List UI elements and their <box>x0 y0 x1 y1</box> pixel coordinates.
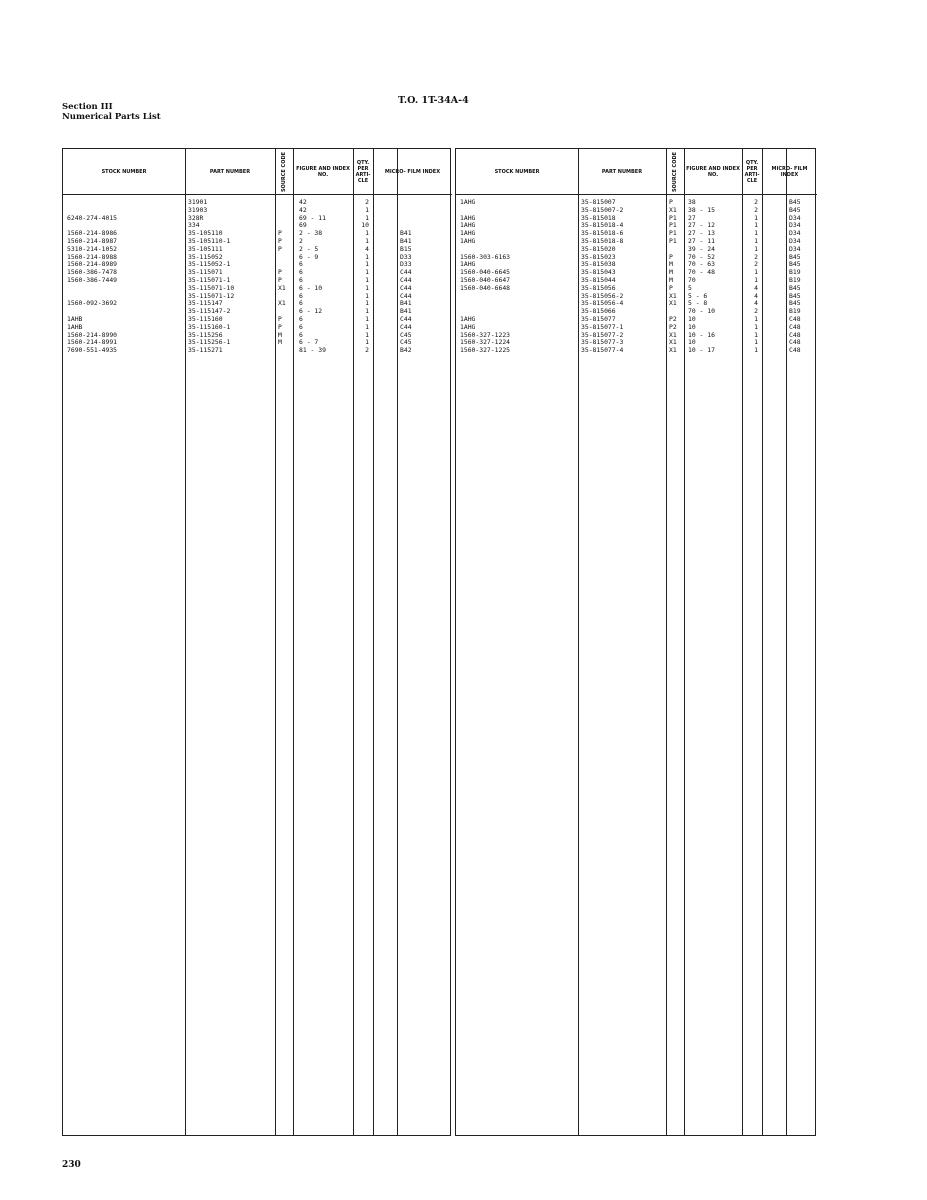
source-cell: X1 <box>669 330 677 339</box>
figure-cell: 38 - 15 <box>688 205 715 214</box>
source-cell: X1 <box>669 291 677 300</box>
qty-cell: 1 <box>754 275 758 284</box>
source-cell: P1 <box>669 221 677 230</box>
microfilm-cell: C45 <box>400 330 412 339</box>
figure-cell: 10 <box>688 322 696 331</box>
figure-cell: 6 <box>299 314 303 323</box>
microfilm-cell: D34 <box>789 244 801 253</box>
figure-cell: 6 <box>299 330 303 339</box>
qty-cell: 4 <box>365 244 369 253</box>
table-row <box>63 230 450 238</box>
part-cell: 35-815007-2 <box>581 205 624 214</box>
qty-cell: 1 <box>754 236 758 245</box>
source-cell: P1 <box>669 229 677 238</box>
figure-cell: 6 - 9 <box>299 252 319 261</box>
microfilm-cell: B41 <box>400 229 412 238</box>
table-row <box>63 347 450 355</box>
microfilm-cell: B45 <box>789 252 801 261</box>
figure-cell: 6 - 7 <box>299 338 319 347</box>
source-cell: X1 <box>669 346 677 355</box>
part-cell: 35-815077-4 <box>581 346 624 355</box>
figure-cell: 6 <box>299 322 303 331</box>
stock-cell: 1AHG <box>460 322 476 331</box>
part-cell: 31903 <box>188 205 208 214</box>
figure-cell: 10 <box>688 338 696 347</box>
part-cell: 35-815038 <box>581 260 616 269</box>
microfilm-cell: B45 <box>789 291 801 300</box>
source-cell: P <box>278 236 282 245</box>
qty-cell: 1 <box>754 268 758 277</box>
microfilm-cell: D33 <box>400 252 412 261</box>
qty-cell: 1 <box>754 322 758 331</box>
qty-cell: 1 <box>754 244 758 253</box>
source-cell: X1 <box>669 338 677 347</box>
figure-cell: 6 <box>299 291 303 300</box>
qty-cell: 2 <box>754 205 758 214</box>
table-row <box>63 277 450 285</box>
qty-cell: 1 <box>754 330 758 339</box>
source-cell: M <box>278 338 282 347</box>
table-row <box>63 293 450 301</box>
source-cell: P1 <box>669 213 677 222</box>
microfilm-cell: B19 <box>789 275 801 284</box>
source-cell: P <box>669 252 673 261</box>
stock-cell: 1AHG <box>460 221 476 230</box>
qty-cell: 2 <box>754 307 758 316</box>
qty-cell: 1 <box>365 291 369 300</box>
table-row <box>63 254 450 262</box>
microfilm-cell: B41 <box>400 299 412 308</box>
part-cell: 35-115147 <box>188 299 223 308</box>
table-row <box>456 285 815 293</box>
part-cell: 35-815077-2 <box>581 330 624 339</box>
table-row <box>63 261 450 269</box>
figure-cell: 70 - 10 <box>688 307 715 316</box>
stock-cell: 1560-040-6647 <box>460 275 511 284</box>
table-row <box>456 254 815 262</box>
qty-cell: 1 <box>365 260 369 269</box>
stock-cell: 6240-274-4015 <box>67 213 118 222</box>
figure-cell: 10 - 16 <box>688 330 715 339</box>
table-row <box>63 285 450 293</box>
part-cell: 35-815077 <box>581 314 616 323</box>
table-row <box>456 230 815 238</box>
microfilm-cell: B41 <box>400 236 412 245</box>
qty-cell: 4 <box>754 283 758 292</box>
part-cell: 35-105111 <box>188 244 223 253</box>
stock-cell: 1560-303-6163 <box>460 252 511 261</box>
part-cell: 35-815044 <box>581 275 616 284</box>
qty-cell: 1 <box>754 338 758 347</box>
microfilm-cell: D34 <box>789 229 801 238</box>
col-part-number: PART NUMBER <box>578 149 666 195</box>
table-row <box>456 215 815 223</box>
qty-cell: 2 <box>365 198 369 206</box>
table-row <box>456 222 815 230</box>
stock-cell: 1560-040-6645 <box>460 268 511 277</box>
source-cell: P <box>278 314 282 323</box>
figure-cell: 42 <box>299 205 307 214</box>
section-heading <box>62 102 161 122</box>
col-microfilm: MICRO- FILM INDEX <box>762 149 817 195</box>
source-cell: X1 <box>669 299 677 308</box>
microfilm-cell: D34 <box>789 213 801 222</box>
part-cell: 35-115052-1 <box>188 260 231 269</box>
microfilm-cell: C44 <box>400 291 412 300</box>
part-cell: 35-815056-4 <box>581 299 624 308</box>
figure-cell: 6 <box>299 275 303 284</box>
stock-cell: 1560-386-7449 <box>67 275 118 284</box>
stock-cell: 1560-327-1223 <box>460 330 511 339</box>
part-cell: 334 <box>188 221 200 230</box>
microfilm-cell: C44 <box>400 275 412 284</box>
table-row <box>63 238 450 246</box>
qty-cell: 1 <box>754 213 758 222</box>
microfilm-cell: C44 <box>400 268 412 277</box>
col-part-number: PART NUMBER <box>185 149 275 195</box>
figure-cell: 70 - 52 <box>688 252 715 261</box>
microfilm-cell: B45 <box>789 198 801 206</box>
qty-cell: 1 <box>365 268 369 277</box>
microfilm-cell: C48 <box>789 338 801 347</box>
stock-cell: 1560-214-8990 <box>67 330 118 339</box>
microfilm-cell: D33 <box>400 260 412 269</box>
figure-cell: 27 - 11 <box>688 236 715 245</box>
figure-cell: 6 <box>299 299 303 308</box>
microfilm-cell: B41 <box>400 307 412 316</box>
figure-cell: 6 <box>299 268 303 277</box>
table-row <box>63 308 450 316</box>
qty-cell: 1 <box>365 205 369 214</box>
microfilm-cell: B42 <box>400 346 412 355</box>
source-cell: M <box>669 268 673 277</box>
stock-cell: 5310-214-1052 <box>67 244 118 253</box>
table-row <box>63 300 450 308</box>
table-row <box>456 238 815 246</box>
stock-cell: 1560-214-8991 <box>67 338 118 347</box>
table-rows-right <box>456 199 815 355</box>
source-cell: P <box>669 283 673 292</box>
figure-cell: 70 - 48 <box>688 268 715 277</box>
stock-cell: 1AHG <box>460 314 476 323</box>
stock-cell: 1AHG <box>460 260 476 269</box>
table-row <box>63 222 450 230</box>
source-cell: P <box>669 198 673 206</box>
source-cell: P <box>278 229 282 238</box>
part-cell: 35-115147-2 <box>188 307 231 316</box>
source-cell: M <box>669 260 673 269</box>
table-row <box>456 207 815 215</box>
figure-cell: 5 - 8 <box>688 299 708 308</box>
source-cell: P2 <box>669 314 677 323</box>
stock-cell: 1560-092-3692 <box>67 299 118 308</box>
microfilm-cell: D34 <box>789 236 801 245</box>
table-row <box>456 347 815 355</box>
figure-cell: 10 <box>688 314 696 323</box>
table-row <box>63 316 450 324</box>
figure-cell: 2 - 38 <box>299 229 323 238</box>
qty-cell: 1 <box>365 338 369 347</box>
figure-cell: 69 <box>299 221 307 230</box>
source-cell: M <box>278 330 282 339</box>
table-row <box>63 246 450 254</box>
qty-cell: 1 <box>365 330 369 339</box>
qty-cell: 1 <box>365 314 369 323</box>
figure-cell: 10 - 17 <box>688 346 715 355</box>
part-cell: 35-815077-3 <box>581 338 624 347</box>
col-microfilm: MICRO- FILM INDEX <box>373 149 452 195</box>
qty-cell: 1 <box>365 229 369 238</box>
microfilm-cell: B19 <box>789 268 801 277</box>
part-cell: 35-815018-6 <box>581 229 624 238</box>
part-cell: 328R <box>188 213 204 222</box>
source-cell: P1 <box>669 236 677 245</box>
microfilm-cell: C48 <box>789 330 801 339</box>
part-cell: 35-115071-1 <box>188 275 231 284</box>
table-row <box>63 215 450 223</box>
qty-cell: 1 <box>365 299 369 308</box>
part-cell: 35-115256-1 <box>188 338 231 347</box>
microfilm-cell: B45 <box>789 205 801 214</box>
part-cell: 35-115256 <box>188 330 223 339</box>
stock-cell: 1AHG <box>460 213 476 222</box>
figure-cell: 2 - 5 <box>299 244 319 253</box>
part-cell: 35-815018 <box>581 213 616 222</box>
table-row <box>63 339 450 347</box>
part-cell: 35-815066 <box>581 307 616 316</box>
source-cell: P <box>278 244 282 253</box>
microfilm-cell: B45 <box>789 260 801 269</box>
microfilm-cell: C48 <box>789 314 801 323</box>
figure-cell: 42 <box>299 198 307 206</box>
microfilm-cell: C45 <box>400 338 412 347</box>
figure-cell: 69 - 11 <box>299 213 326 222</box>
microfilm-cell: C44 <box>400 283 412 292</box>
stock-cell: 1AHG <box>460 229 476 238</box>
parts-table-right <box>455 148 816 1136</box>
figure-cell: 5 - 6 <box>688 291 708 300</box>
part-cell: 35-815020 <box>581 244 616 253</box>
qty-cell: 1 <box>365 236 369 245</box>
figure-cell: 39 - 24 <box>688 244 715 253</box>
figure-cell: 2 <box>299 236 303 245</box>
part-cell: 35-115160-1 <box>188 322 231 331</box>
part-cell: 35-815043 <box>581 268 616 277</box>
figure-cell: 81 - 39 <box>299 346 326 355</box>
stock-cell: 1AHG <box>460 198 476 206</box>
microfilm-cell: C44 <box>400 314 412 323</box>
figure-cell: 38 <box>688 198 696 206</box>
qty-cell: 4 <box>754 291 758 300</box>
qty-cell: 2 <box>754 260 758 269</box>
source-cell: M <box>669 275 673 284</box>
stock-cell: 1560-327-1225 <box>460 346 511 355</box>
figure-cell: 6 <box>299 260 303 269</box>
part-cell: 35-815018-4 <box>581 221 624 230</box>
page-number: 230 <box>62 1160 81 1170</box>
microfilm-cell: B45 <box>789 283 801 292</box>
microfilm-cell: B45 <box>789 299 801 308</box>
part-cell: 35-115071-12 <box>188 291 235 300</box>
part-cell: 35-115071-10 <box>188 283 235 292</box>
part-cell: 35-815056-2 <box>581 291 624 300</box>
table-rows-left <box>63 199 450 355</box>
qty-cell: 1 <box>365 283 369 292</box>
qty-cell: 1 <box>365 275 369 284</box>
table-row <box>456 316 815 324</box>
part-cell: 35-115071 <box>188 268 223 277</box>
microfilm-cell: C48 <box>789 322 801 331</box>
source-cell: X1 <box>669 205 677 214</box>
microfilm-cell: D34 <box>789 221 801 230</box>
qty-cell: 1 <box>754 314 758 323</box>
part-cell: 35-815018-8 <box>581 236 624 245</box>
qty-cell: 2 <box>365 346 369 355</box>
part-cell: 31901 <box>188 198 208 206</box>
table-row <box>63 207 450 215</box>
col-figure-index: FIGURE AND INDEX NO. <box>684 149 742 195</box>
part-cell: 35-815023 <box>581 252 616 261</box>
col-qty: QTY. PER ARTI- CLE <box>742 149 762 195</box>
source-cell: X1 <box>278 299 286 308</box>
stock-cell: 1560-214-8987 <box>67 236 118 245</box>
stock-cell: 1560-386-7478 <box>67 268 118 277</box>
section-subtitle: Numerical Parts List <box>62 112 161 122</box>
figure-cell: 27 - 13 <box>688 229 715 238</box>
part-cell: 35-115052 <box>188 252 223 261</box>
figure-cell: 5 <box>688 283 692 292</box>
col-figure-index: FIGURE AND INDEX NO. <box>293 149 353 195</box>
figure-cell: 27 - 12 <box>688 221 715 230</box>
qty-cell: 2 <box>754 252 758 261</box>
stock-cell: 1AHB <box>67 314 83 323</box>
qty-cell: 1 <box>365 213 369 222</box>
qty-cell: 1 <box>365 307 369 316</box>
qty-cell: 1 <box>365 252 369 261</box>
part-cell: 35-115271 <box>188 346 223 355</box>
figure-cell: 27 <box>688 213 696 222</box>
parts-table-left <box>62 148 451 1136</box>
qty-cell: 4 <box>754 299 758 308</box>
doc-number: T.O. 1T-34A-4 <box>398 95 469 106</box>
col-stock-number: STOCK NUMBER <box>63 149 185 195</box>
table-row <box>63 332 450 340</box>
stock-cell: 1AHB <box>67 322 83 331</box>
part-cell: 35-115160 <box>188 314 223 323</box>
qty-cell: 1 <box>754 346 758 355</box>
qty-cell: 2 <box>754 198 758 206</box>
stock-cell: 1560-040-6648 <box>460 283 511 292</box>
microfilm-cell: B15 <box>400 244 412 253</box>
part-cell: 35-105110 <box>188 229 223 238</box>
table-row <box>456 308 815 316</box>
microfilm-cell: C48 <box>789 346 801 355</box>
col-source-code: SOURCE CODE <box>666 149 684 195</box>
source-cell: P <box>278 275 282 284</box>
section-label: Section III <box>62 102 113 112</box>
part-cell: 35-815007 <box>581 198 616 206</box>
figure-cell: 6 - 10 <box>299 283 323 292</box>
microfilm-cell: B19 <box>789 307 801 316</box>
table-row <box>63 199 450 207</box>
stock-cell: 1560-327-1224 <box>460 338 511 347</box>
microfilm-cell: C44 <box>400 322 412 331</box>
table-row <box>63 324 450 332</box>
table-row <box>456 293 815 301</box>
figure-cell: 70 - 63 <box>688 260 715 269</box>
source-cell: P <box>278 322 282 331</box>
part-cell: 35-105110-1 <box>188 236 231 245</box>
stock-cell: 7690-551-4935 <box>67 346 118 355</box>
qty-cell: 1 <box>754 221 758 230</box>
stock-cell: 1560-214-8986 <box>67 229 118 238</box>
figure-cell: 6 - 12 <box>299 307 323 316</box>
stock-cell: 1AHG <box>460 236 476 245</box>
table-row <box>63 269 450 277</box>
stock-cell: 1560-214-8989 <box>67 260 118 269</box>
table-row <box>456 300 815 308</box>
col-source-code: SOURCE CODE <box>275 149 293 195</box>
source-cell: X1 <box>278 283 286 292</box>
stock-cell: 1560-214-8988 <box>67 252 118 261</box>
source-cell: P2 <box>669 322 677 331</box>
col-stock-number: STOCK NUMBER <box>456 149 578 195</box>
qty-cell: 1 <box>365 322 369 331</box>
qty-cell: 1 <box>754 229 758 238</box>
col-qty: QTY. PER ARTI- CLE <box>353 149 373 195</box>
figure-cell: 70 <box>688 275 696 284</box>
qty-cell: 10 <box>361 221 369 230</box>
table-row <box>456 199 815 207</box>
part-cell: 35-815056 <box>581 283 616 292</box>
source-cell: P <box>278 268 282 277</box>
part-cell: 35-815077-1 <box>581 322 624 331</box>
